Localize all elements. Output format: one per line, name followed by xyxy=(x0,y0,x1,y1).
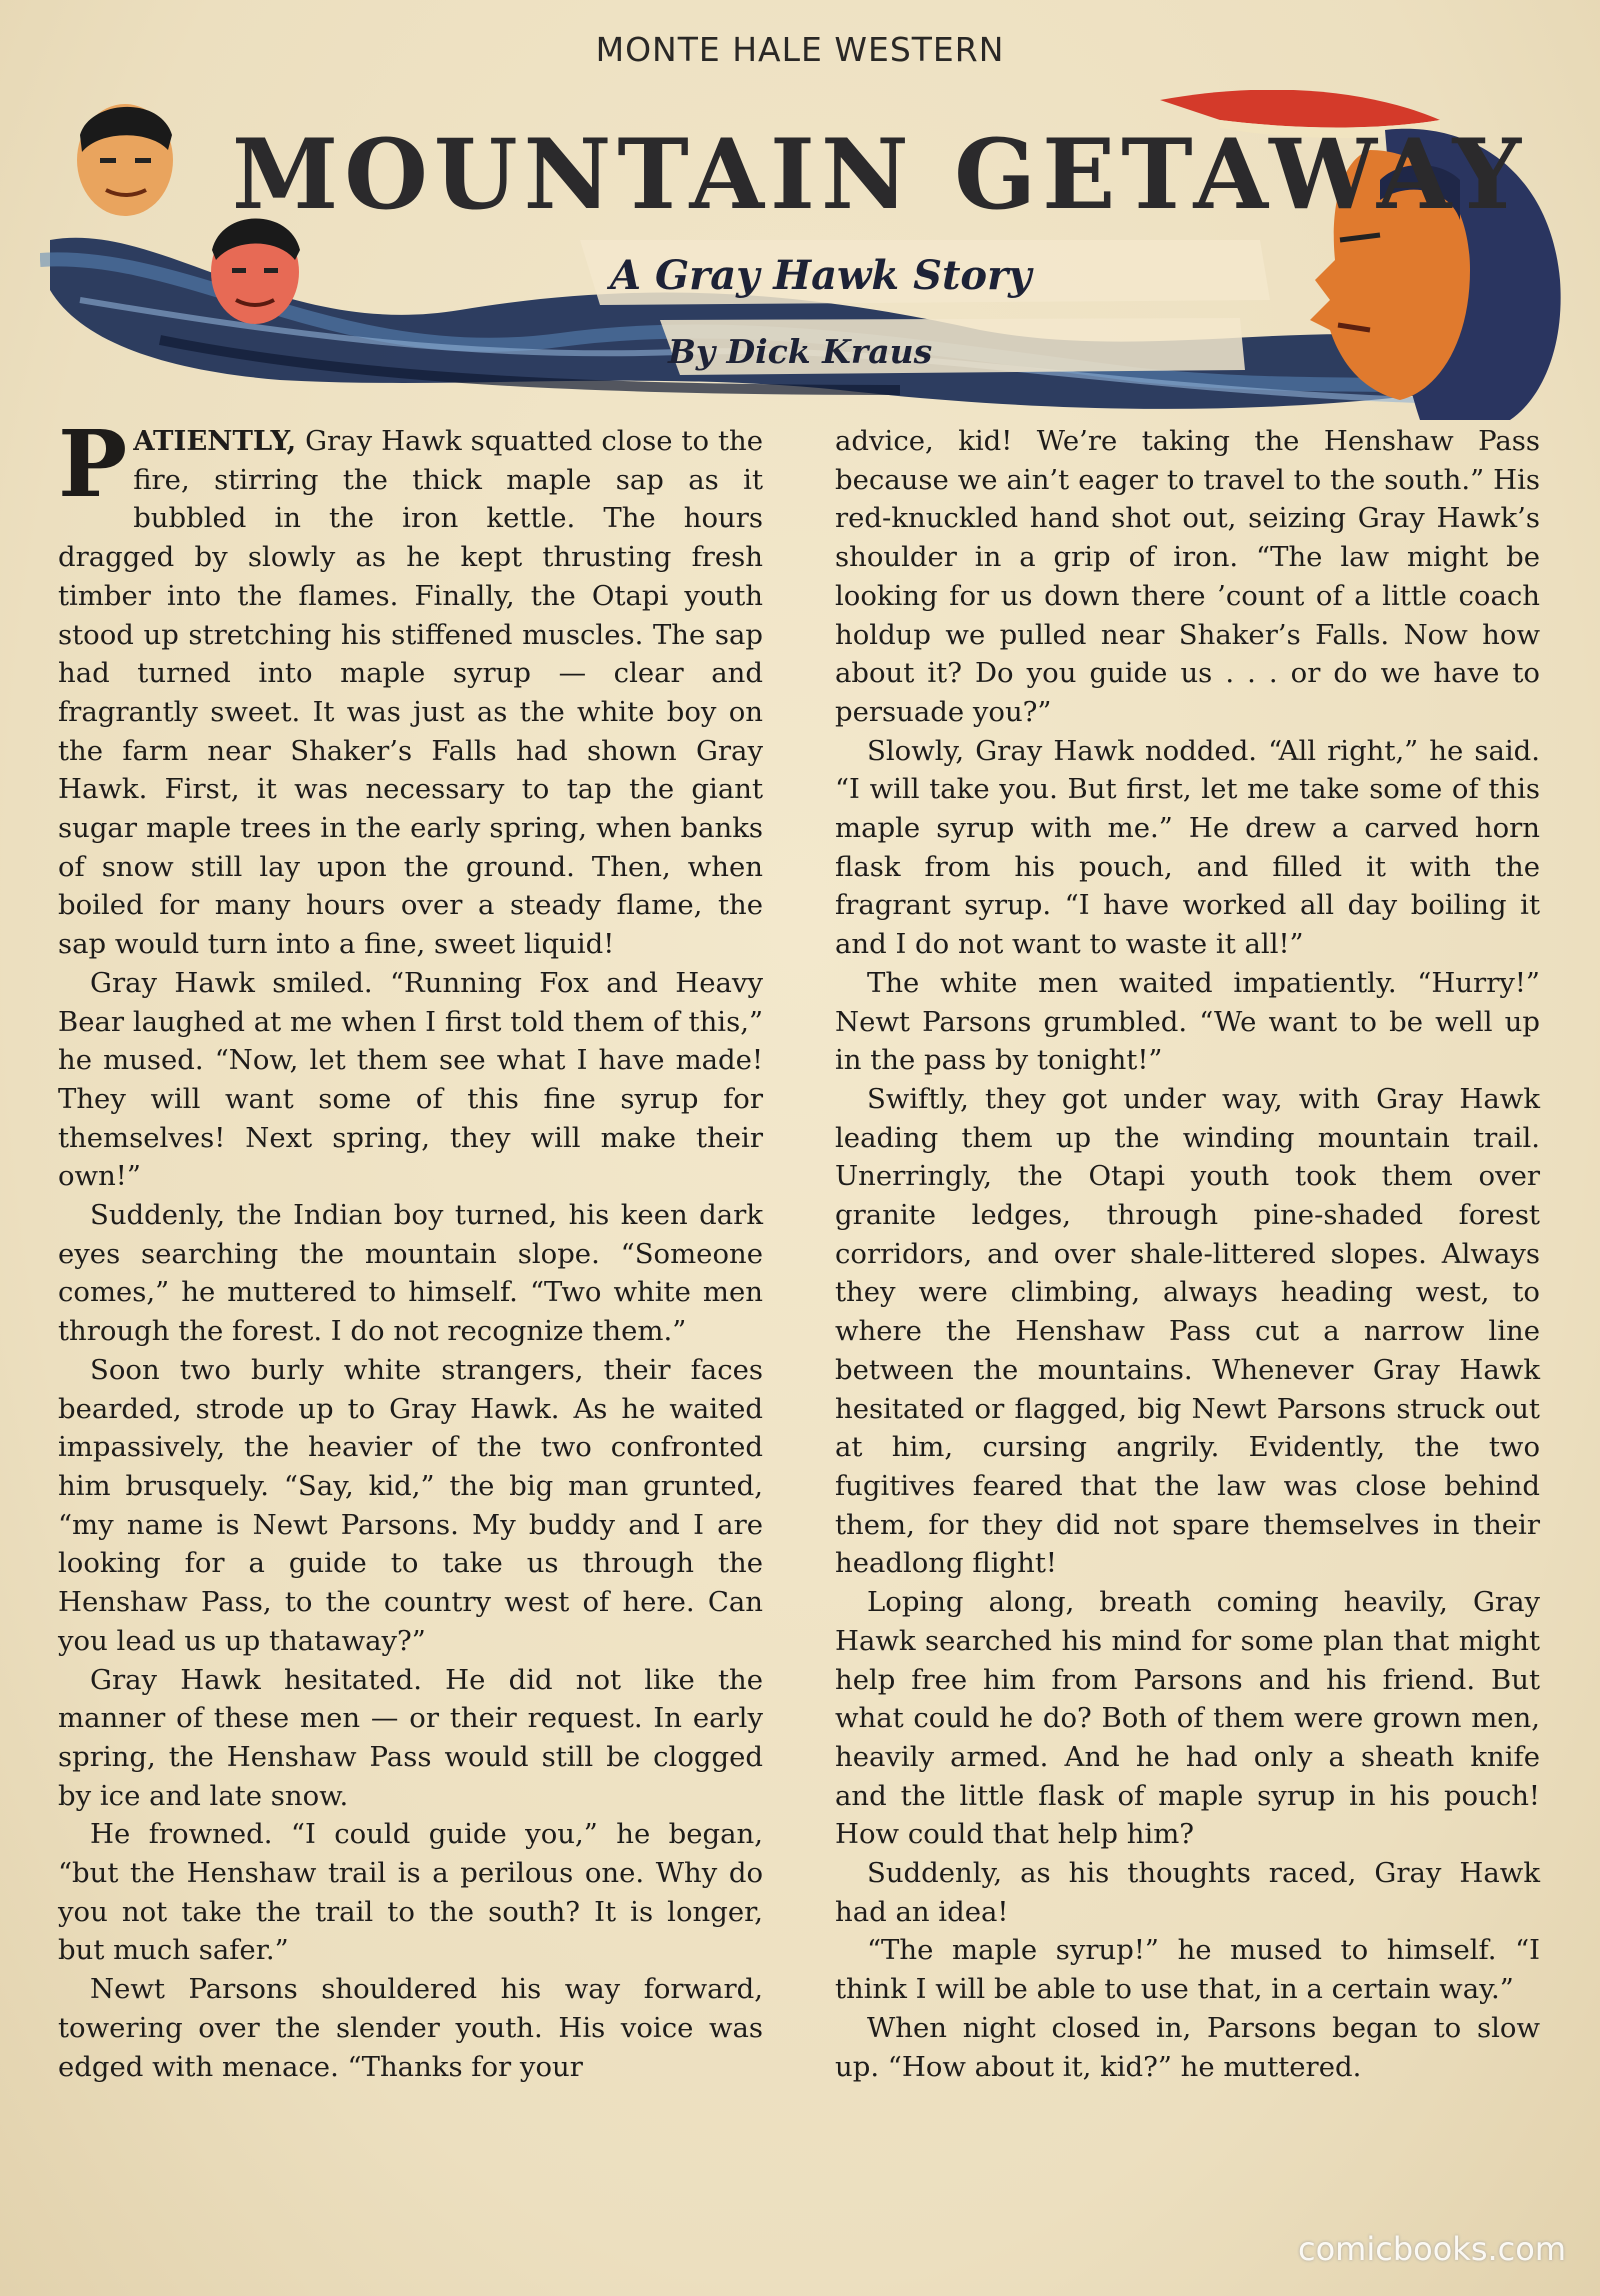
story-paragraph: He frowned. “I could guide you,” he began, “but the Henshaw trail is a perilous one. Why do you not take the trail to the south? It is longer, but much safer.” xyxy=(58,1818,763,1967)
story-paragraph: The white men waited impatiently. “Hurry!” Newt Parsons grumbled. “We want to be well up in the pass by tonight!” xyxy=(835,966,1540,1077)
story-paragraph: Slowly, Gray Hawk nodded. “All right,” he said. “I will take you. But first, let me take some of this maple syrup with me.” He drew a carved horn flask from his pouch, and filled it with the fragrant syrup. “I have worked all day boiling it and I do not want to waste it all!” xyxy=(835,734,1540,961)
story-paragraph: Suddenly, as his thoughts raced, Gray Hawk had an idea! xyxy=(835,1857,1540,1928)
outlaw-face-icon xyxy=(77,104,173,216)
story-paragraph: Newt Parsons shouldered his way forward, towering over the slender youth. His voice was edged with menace. “Thanks for your xyxy=(58,1973,763,2083)
story-subtitle: A Gray Hawk Story xyxy=(610,252,1032,299)
lead-word: ATIENTLY, xyxy=(133,425,297,457)
story-column-right xyxy=(835,422,1540,2086)
drop-cap: P xyxy=(58,410,128,518)
story-byline: By Dick Kraus xyxy=(668,332,933,371)
story-paragraph: When night closed in, Parsons began to slow up. “How about it, kid?” he muttered. xyxy=(835,2011,1540,2083)
story-paragraph: Suddenly, the Indian boy turned, his keen dark eyes searching the mountain slope. “Someone comes,” he muttered to himself. “Two white men through the forest. I do not recognize them.” xyxy=(58,1199,763,1348)
story-column-left xyxy=(58,410,763,2086)
story-paragraph: Gray Hawk hesitated. He did not like the manner of these men — or their request. In early spring, the Henshaw Pass would still be clogged by ice and late snow. xyxy=(58,1663,763,1812)
story-paragraph: Gray Hawk smiled. “Running Fox and Heavy Bear laughed at me when I first told them of this,” he mused. “Now, let them see what I have made! They will want some of this fine syrup for themselves! Next spring, they will make their own!” xyxy=(58,966,763,1193)
story-paragraph: Loping along, breath coming heavily, Gray Hawk searched his mind for some plan that might help free him from Parsons and his friend. But what could he do? Both of them were grown men, heavily armed. And he had only a sheath knife and the little flask of maple syrup in his pouch! How could that help him? xyxy=(835,1586,1540,1851)
story-title: MOUNTAIN GETAWAY xyxy=(232,118,1528,231)
story-paragraph xyxy=(58,410,763,964)
story-paragraph: advice, kid! We’re taking the Henshaw Pass because we ain’t eager to travel to the south.” His red-knuckled hand shot out, seizing Gray Hawk’s shoulder in a grip of iron. “The law might be looking for us down there ’count of a little coach holdup we pulled near Shaker’s Falls. Now how about it? Do you guide us . . . or do we have to persuade you?” xyxy=(835,425,1540,728)
running-head: MONTE HALE WESTERN xyxy=(595,30,1005,69)
paragraph-text: Gray Hawk squatted close to the fire, stirring the thick maple sap as it bubbled in the iron kettle. The hours dragged by slowly as he kept thrusting fresh timber into the flames. Finally, the Otapi youth stood up stretching his stiffened muscles. The sap had turned into maple syrup — clear and fragrantly sweet. It was just as the white boy on the farm near Shaker’s Falls had shown Gray Hawk. First, it was necessary to tap the giant sugar maple trees in the early spring, when banks of snow still lay upon the ground. Then, when boiled for many hours over a steady flame, the sap would turn into a fine, sweet liquid! xyxy=(58,425,763,961)
story-paragraph: “The maple syrup!” he mused to himself. “I think I will be able to use that, in a certain way.” xyxy=(835,1934,1540,2006)
story-paragraph: Swiftly, they got under way, with Gray Hawk leading them up the winding mountain trail. Unerringly, the Otapi youth took them over granite ledges, through pine-shaded forest corridors, and over shale-littered slopes. Always they were climbing, always heading west, to where the Henshaw Pass cut a narrow line between the mountains. Whenever Gray Hawk hesitated or flagged, big Newt Parsons struck out at him, cursing angrily. Evidently, the two fugitives feared that the law was close behind them, for they did not spare themselves in their headlong flight! xyxy=(835,1082,1540,1580)
site-watermark: comicbooks.com xyxy=(1297,2230,1566,2268)
story-paragraph: Soon two burly white strangers, their faces bearded, strode up to Gray Hawk. As he waited impassively, the heavier of the two confronted him brusquely. “Say, kid,” the big man grunted, “my name is Newt Parsons. My buddy and I are looking for a guide to take us through the Henshaw Pass, to the country west of here. Can you lead us up thataway?” xyxy=(58,1353,763,1657)
